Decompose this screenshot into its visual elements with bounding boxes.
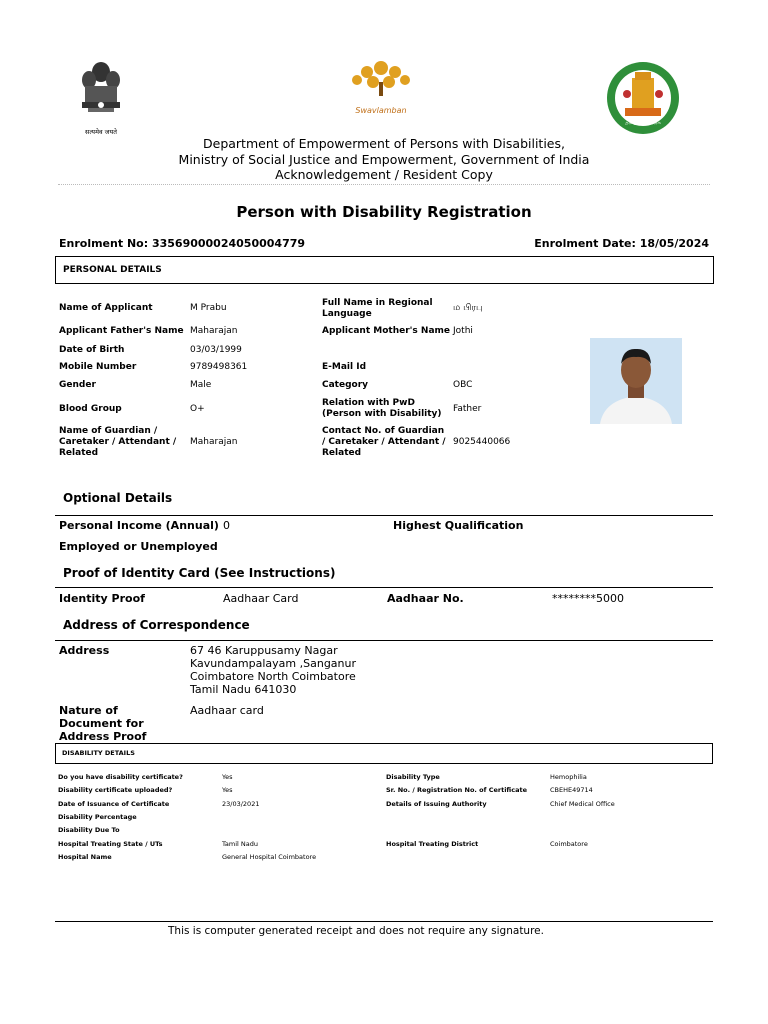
identity-heading: Proof of Identity Card (See Instructions) <box>63 566 336 580</box>
india-emblem <box>74 58 128 134</box>
uploaded-label: Disability certificate uploaded? <box>58 786 173 794</box>
relation-label: Relation with PwD (Person with Disability) <box>322 398 442 419</box>
income-value: 0 <box>223 519 230 532</box>
percent-label: Disability Percentage <box>58 813 137 821</box>
due-label: Disability Due To <box>58 826 120 834</box>
gender-label: Gender <box>59 380 96 390</box>
address-line-1: 67 46 Karuppusamy Nagar <box>190 644 338 657</box>
identity-proof-label: Identity Proof <box>59 592 145 605</box>
blood-label: Blood Group <box>59 404 122 414</box>
personal-details-heading: PERSONAL DETAILS <box>63 265 162 275</box>
gender-value: Male <box>190 380 212 390</box>
name-value: M Prabu <box>190 303 227 313</box>
person-photo-icon <box>590 338 682 424</box>
enrolment-date-label: Enrolment Date: <box>534 237 636 250</box>
name-label: Name of Applicant <box>59 303 153 313</box>
header-divider <box>58 184 710 185</box>
relation-value: Father <box>453 404 482 414</box>
employed-label: Employed or Unemployed <box>59 540 218 553</box>
category-value: OBC <box>453 380 473 390</box>
enrolment-no-value: 33569000024050004779 <box>151 237 306 250</box>
category-label: Category <box>322 380 369 390</box>
footer-divider <box>55 921 713 922</box>
address-doc-label: Nature of Document for Address Proof <box>59 704 147 743</box>
state-label: Hospital Treating State / UTs <box>58 840 163 848</box>
enrolment-no-label: Enrolment No: <box>59 237 149 250</box>
aadhaar-value: ********5000 <box>552 592 624 605</box>
page-title: Person with Disability Registration <box>236 203 532 221</box>
address-line-4: Tamil Nadu 641030 <box>190 683 297 696</box>
mother-value: Jothi <box>453 326 473 336</box>
father-label: Applicant Father's Name <box>59 326 184 336</box>
issue-label: Date of Issuance of Certificate <box>58 800 170 808</box>
address-line-3: Coimbatore North Coimbatore <box>190 670 356 683</box>
enrolment-no <box>59 237 305 250</box>
regional-name-label: Full Name in Regional Language <box>322 298 433 319</box>
mobile-value: 9789498361 <box>190 362 248 372</box>
type-label: Disability Type <box>386 773 440 781</box>
state-value: Tamil Nadu <box>222 840 258 848</box>
qualification-label: Highest Qualification <box>393 519 524 532</box>
header-ministry: Ministry of Social Justice and Empowerment, Government of India <box>178 152 590 167</box>
guardian-label: Name of Guardian / Caretaker / Attendant / Related <box>59 426 177 458</box>
hospital-value: General Hospital Coimbatore <box>222 853 317 861</box>
srno-value: CBEHE49714 <box>550 786 593 794</box>
mobile-label: Mobile Number <box>59 362 137 372</box>
aadhaar-label: Aadhaar No. <box>387 592 464 605</box>
district-value: Coimbatore <box>550 840 588 848</box>
swavlamban-logo <box>345 58 417 118</box>
header-dept: Department of Empowerment of Persons with Disabilities, <box>203 136 565 151</box>
uploaded-value: Yes <box>222 786 233 794</box>
guardian-value: Maharajan <box>190 437 238 447</box>
optional-heading: Optional Details <box>63 491 173 505</box>
regional-name-value: ம பிரபு <box>453 303 483 313</box>
father-value: Maharajan <box>190 326 238 336</box>
income-label: Personal Income (Annual) <box>59 519 219 532</box>
address-doc-value: Aadhaar card <box>190 704 264 717</box>
address-block <box>190 644 356 696</box>
address-divider <box>55 640 713 641</box>
tree-icon <box>345 58 417 102</box>
cert-value: Yes <box>222 773 233 781</box>
disability-details-box <box>55 743 713 764</box>
hospital-label: Hospital Name <box>58 853 112 861</box>
authority-value: Chief Medical Office <box>550 800 615 808</box>
swavlamban-caption: Swavlamban <box>355 106 407 115</box>
identity-proof-value: Aadhaar Card <box>223 592 299 605</box>
authority-label: Details of Issuing Authority <box>386 800 487 808</box>
contact-value: 9025440066 <box>453 437 511 447</box>
address-heading: Address of Correspondence <box>63 618 250 632</box>
footer-note: This is computer generated receipt and does not require any signature. <box>168 925 544 937</box>
india-motto: सत्यमेव जयते <box>85 128 117 136</box>
blood-value: O+ <box>190 404 205 414</box>
lion-capital-icon <box>74 58 128 122</box>
identity-divider <box>55 587 713 588</box>
contact-label: Contact No. of Guardian / Caretaker / Attendant / Related <box>322 426 446 458</box>
header-copy: Acknowledgement / Resident Copy <box>275 167 493 182</box>
dob-value: 03/03/1999 <box>190 345 242 355</box>
email-label: E-Mail Id <box>322 362 367 372</box>
enrolment-date-value: 18/05/2024 <box>639 237 709 250</box>
srno-label: Sr. No. / Registration No. of Certificate <box>386 786 528 794</box>
address-label: Address <box>59 644 110 657</box>
applicant-photo <box>590 338 682 424</box>
tamil-nadu-emblem <box>605 60 681 136</box>
dob-label: Date of Birth <box>59 345 125 355</box>
address-line-2: Kavundampalayam ,Sanganur <box>190 657 357 670</box>
disability-details-heading: DISABILITY DETAILS <box>62 749 135 757</box>
tn-caption: தமிழ்நாடு அரசு <box>625 120 661 126</box>
issue-value: 23/03/2021 <box>222 800 260 808</box>
optional-divider <box>55 515 713 516</box>
enrolment-date <box>534 237 709 250</box>
district-label: Hospital Treating District <box>386 840 479 848</box>
mother-label: Applicant Mother's Name <box>322 326 450 336</box>
cert-label: Do you have disability certificate? <box>58 773 183 781</box>
type-value: Hemophilia <box>550 773 587 781</box>
personal-details-box <box>55 256 714 284</box>
